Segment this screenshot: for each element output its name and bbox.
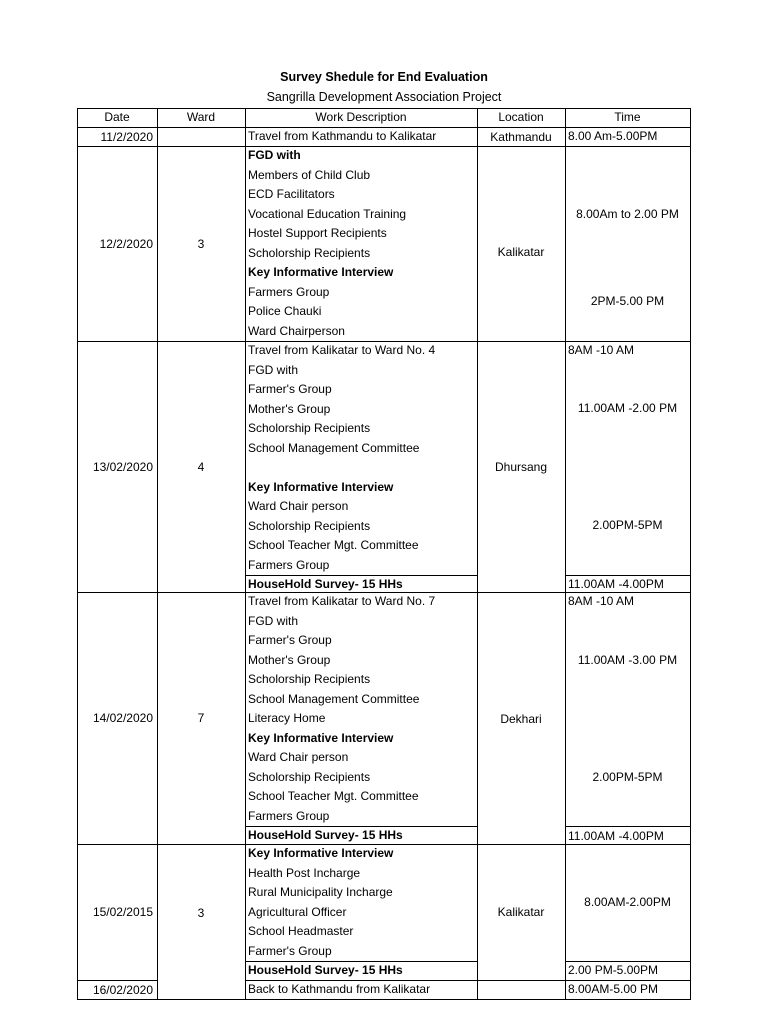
time-cell: 8.00AM-2.00PM xyxy=(584,895,671,909)
table-rule xyxy=(245,961,478,962)
work-item: School Management Committee xyxy=(248,691,420,706)
work-item: Literacy Home xyxy=(248,711,326,725)
work-item: Hostel Support Recipients xyxy=(248,226,387,240)
work-item: Health Post Incharge xyxy=(248,865,361,880)
work-item: School Headmaster xyxy=(248,924,354,938)
work-item: Mother's Group xyxy=(248,401,331,416)
table-rule xyxy=(565,575,691,576)
column-header: Location xyxy=(498,110,544,124)
date-cell: 15/02/2015 xyxy=(92,905,153,919)
table-rule xyxy=(565,826,691,827)
work-item: Scholorship Recipients xyxy=(248,245,371,260)
location-cell: Kalikatar xyxy=(497,245,545,259)
column-header: Ward xyxy=(186,110,216,124)
work-item: Farmer's Group xyxy=(248,382,332,396)
date-cell: 11/2/2020 xyxy=(100,129,153,144)
date-cell: 12/2/2020 xyxy=(99,236,153,251)
time-cell: 11.00AM -4.00PM xyxy=(568,577,664,591)
date-cell: 16/02/2020 xyxy=(92,982,153,997)
work-item: Scholorship Recipients xyxy=(248,769,371,784)
work-item: Mother's Group xyxy=(248,652,331,667)
work-item: Travel from Kalikatar to Ward No. 4 xyxy=(248,343,436,357)
work-item: FGD with xyxy=(248,613,299,628)
work-item: HouseHold Survey- 15 HHs xyxy=(248,828,403,842)
work-item: Scholorship Recipients xyxy=(248,421,371,435)
location-cell: Kalikatar xyxy=(497,905,545,919)
work-item: Farmers Group xyxy=(248,557,330,572)
work-item: Agricultural Officer xyxy=(248,904,347,919)
work-item: Farmers Group xyxy=(248,284,330,299)
work-item: Farmer's Group xyxy=(248,633,332,647)
date-cell: 13/02/2020 xyxy=(92,459,153,474)
table-rule xyxy=(565,961,691,962)
time-cell: 8.00AM-5.00 PM xyxy=(568,982,659,996)
date-cell: 14/02/2020 xyxy=(92,711,153,725)
work-item: Vocational Education Training xyxy=(248,206,407,221)
table-rule xyxy=(690,108,691,1000)
location-cell: Dhursang xyxy=(494,460,548,474)
work-item: Key Informative Interview xyxy=(248,730,394,745)
ward-cell: 7 xyxy=(197,711,205,725)
work-item: Police Chauki xyxy=(248,304,322,318)
work-item: Travel from Kalikatar to Ward No. 7 xyxy=(248,594,436,608)
work-item: Scholorship Recipients xyxy=(248,518,371,533)
work-item: Back to Kathmandu from Kalikatar xyxy=(248,982,431,996)
time-cell: 8.00 Am-5.00PM xyxy=(568,129,658,143)
work-item: Ward Chair person xyxy=(248,499,349,513)
time-cell: 8AM -10 AM xyxy=(568,594,635,608)
work-item: FGD with xyxy=(248,148,301,162)
work-item: Rural Municipality Incharge xyxy=(248,885,393,899)
work-item: Farmer's Group xyxy=(248,943,332,958)
work-item: Key Informative Interview xyxy=(248,846,394,860)
work-item: School Management Committee xyxy=(248,440,420,455)
work-item: Ward Chair person xyxy=(248,750,349,764)
time-cell: 11.00AM -2.00 PM xyxy=(577,401,678,415)
table-rule xyxy=(245,108,246,1000)
table-rule xyxy=(565,108,566,1000)
column-header: Work Description xyxy=(315,110,407,124)
time-cell: 8AM -10 AM xyxy=(568,343,635,357)
work-item: FGD with xyxy=(248,362,299,377)
page-subtitle: Sangrilla Development Association Project xyxy=(266,90,502,104)
work-item: Scholorship Recipients xyxy=(248,672,371,686)
time-cell: 2.00PM-5PM xyxy=(592,770,663,784)
time-cell: 8.00Am to 2.00 PM xyxy=(576,207,679,221)
work-item: HouseHold Survey- 15 HHs xyxy=(248,963,403,977)
work-item: Travel from Kathmandu to Kalikatar xyxy=(248,129,437,143)
work-item: Members of Child Club xyxy=(248,167,371,182)
work-item: ECD Facilitators xyxy=(248,187,335,201)
location-cell: Dekhari xyxy=(500,712,542,726)
ward-cell: 3 xyxy=(197,236,205,251)
ward-cell: 4 xyxy=(197,459,205,474)
table-rule xyxy=(245,826,478,827)
column-header: Time xyxy=(614,110,641,124)
work-item: Farmers Group xyxy=(248,808,330,823)
work-item: HouseHold Survey- 15 HHs xyxy=(248,577,403,591)
table-rule xyxy=(77,108,691,109)
table-rule xyxy=(245,575,478,576)
column-header: Date xyxy=(104,110,130,124)
table-rule xyxy=(477,108,478,1000)
work-item: Ward Chairperson xyxy=(248,323,345,338)
work-item: Key Informative Interview xyxy=(248,265,394,279)
work-item: School Teacher Mgt. Committee xyxy=(248,538,419,552)
time-cell: 2.00 PM-5.00PM xyxy=(568,963,659,977)
time-cell: 2PM-5.00 PM xyxy=(590,294,665,308)
time-cell: 11.00AM -4.00PM xyxy=(568,829,664,843)
ward-cell: 3 xyxy=(197,905,205,920)
location-cell: Kathmandu xyxy=(490,129,552,144)
work-item: School Teacher Mgt. Committee xyxy=(248,789,419,803)
work-item: Key Informative Interview xyxy=(248,479,394,494)
time-cell: 2.00PM-5PM xyxy=(592,518,663,532)
time-cell: 11.00AM -3.00 PM xyxy=(577,653,678,667)
page-title: Survey Shedule for End Evaluation xyxy=(280,70,488,84)
